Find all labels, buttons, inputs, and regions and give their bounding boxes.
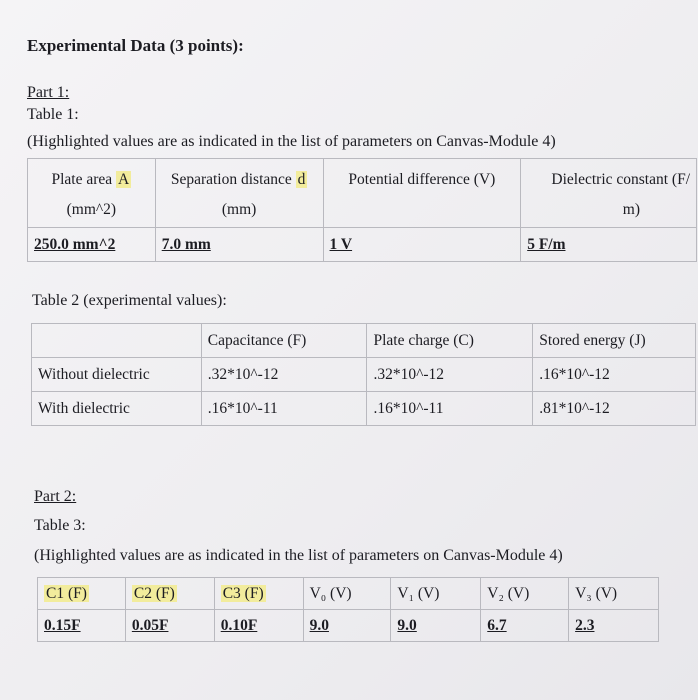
table-2 [31, 323, 696, 426]
table-row [32, 358, 696, 392]
table2-cell: .16*10^-11 [201, 392, 367, 426]
table2-corner-cell [32, 324, 202, 358]
table2-row-label: With dielectric [32, 392, 202, 426]
table3-cell: 9.0 [303, 610, 391, 642]
table3-cell: 2.3 [569, 610, 659, 642]
table3-header: V₁ (V) [391, 578, 481, 610]
table2-header: Plate charge (C) [367, 324, 533, 358]
table3-header-c2 [125, 578, 214, 610]
table3-header: V₃ (V) [569, 578, 659, 610]
table2-header: Capacitance (F) [201, 324, 367, 358]
table3-cell: 0.05F [125, 610, 214, 642]
table2-cell: .32*10^-12 [367, 358, 533, 392]
highlight-marker: d [297, 171, 306, 188]
section-heading: Experimental Data (3 points): [27, 36, 244, 55]
table2-cell: .16*10^-11 [367, 392, 533, 426]
table3-header-c1 [38, 578, 126, 610]
highlight-marker: C3 (F) [222, 584, 264, 602]
table2-row-label: Without dielectric [32, 358, 202, 392]
table1-cell: 250.0 mm^2 [28, 228, 156, 262]
table1-header-plate-area: Plate area A (mm^2) [28, 159, 156, 228]
part1-label: Part 1: [27, 84, 70, 101]
table-row [28, 228, 697, 262]
table-row [32, 324, 696, 358]
table1-cell: 7.0 mm [155, 228, 323, 262]
table1-cell: 5 F/m [521, 228, 697, 262]
part2-label: Part 2: [34, 488, 77, 505]
table-row [38, 578, 659, 610]
table2-cell: .81*10^-12 [533, 392, 696, 426]
table3-header: V₂ (V) [481, 578, 569, 610]
table3-header-c3 [214, 578, 303, 610]
table1-header-potential: Potential difference (V) [323, 159, 521, 228]
part1-note: (Highlighted values are as indicated in the list of parameters on Canvas-Module 4) [27, 133, 556, 150]
table3-cell: 0.10F [214, 610, 303, 642]
table1-label: Table 1: [27, 106, 79, 123]
table1-header-separation: Separation distance d (mm) [155, 159, 323, 228]
table2-cell: .32*10^-12 [201, 358, 367, 392]
highlight-marker: C2 (F) [133, 584, 175, 602]
table3-header: V₀ (V) [303, 578, 391, 610]
table3-cell: 0.15F [38, 610, 126, 642]
highlight-marker: A [118, 171, 130, 188]
table3-label: Table 3: [34, 517, 86, 534]
table1-header-dielectric: Dielectric constant (F/ m) [521, 159, 697, 228]
table-row [38, 610, 659, 642]
table-row [32, 392, 696, 426]
table-row [28, 159, 697, 228]
table-3 [37, 577, 659, 642]
table3-cell: 6.7 [481, 610, 569, 642]
table2-cell: .16*10^-12 [533, 358, 696, 392]
table3-cell: 9.0 [391, 610, 481, 642]
table2-label: Table 2 (experimental values): [32, 292, 227, 309]
table2-header: Stored energy (J) [533, 324, 696, 358]
part2-note: (Highlighted values are as indicated in the list of parameters on Canvas-Module 4) [34, 547, 563, 564]
table-1 [27, 158, 697, 262]
highlight-marker: C1 (F) [46, 584, 87, 602]
table1-cell: 1 V [323, 228, 521, 262]
